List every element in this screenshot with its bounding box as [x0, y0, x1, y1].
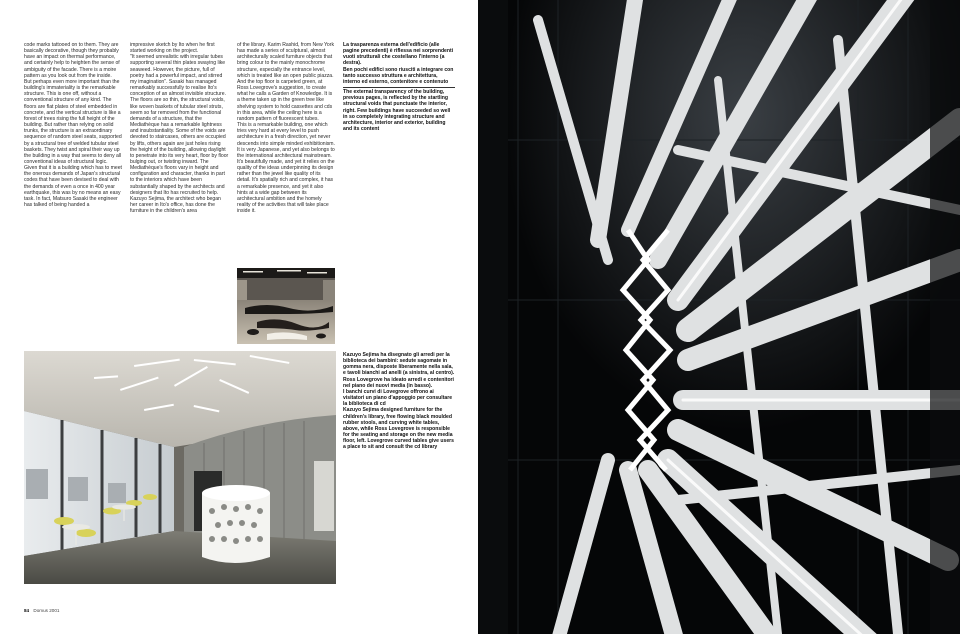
page-number: 84 [24, 608, 30, 613]
caption-english: Kazuyo Sejima designed furniture for the children's library, free flowing black moulded rubber stools, and curving white tables, above, while Ross Lovegrove is responsible for the seating and storage on the new media floor, left. Lovegrove curved tables give users a place to sit and consult the cd library [343, 407, 454, 451]
caption-divider [343, 87, 455, 88]
paragraph: of the library. Karim Rashid, from New York has made a series of sculptural, almost architecturally scaled furniture objects that bring colour to the mainly monochrome structure, especially the entrance level, which is treated like an open public piazza. And the top floor is carpeted green, at Ross Lovegrove's suggestion, to create what he calls a Garden of Knowledge. It is a theme taken up in the green tree like shelving system to hold cassettes and cds in this area, while the ceiling here is a random pattern of fluorescent tubes. [237, 42, 335, 122]
caption-bottom [343, 352, 455, 451]
left-page [0, 0, 478, 634]
paragraph: impressive sketch by Ito when he first started working on the project. [130, 42, 215, 55]
paragraph: This is a remarkable building, one which tries very hard at every level to push architecture in a fresh direction, yet never descends into simple minded exhibitionism. It is very Japanese, and yet also belongs to the international architectural mainstream. It's beautifully made, and yet it relies on the quality of the ideas underpinning its design rather than the jewel like quality of its detail. It's spatially rich and complex, it has a remarkable presence, and yet it also hints at a wide gap between its architectural ambition and the homely reality of the activities that will take place inside it. [237, 122, 335, 215]
photo-library-tables [237, 268, 335, 344]
caption-italian: La trasparenza esterna dell'edificio (alle pagine precedenti) è riflessa nei sorprendenti vuoti strutturali che costellano l'interno (a destra). [343, 42, 454, 67]
paragraph: But perhaps even more important than the building's immateriality is the remarkable structure. This is one off, without a conventional structure of any kind. The floors are flat plates of steel embedded in concrete, and the vertical structure is like a forest of trees rising the full height of the building. But rather than relying on solid trunks, the structure is an extraordinary sequence of random steel seats, supported by a structural tree of welded tubular steel baskets. They twist and spiral their way up the building in a way that seems to deny all conventional ideas of structural logic. Given that it is a building which has to meet the onerous demands of Japan's structural codes that have been devised to deal with the demands of even a once in 400 year earthquake, this was by no means an easy task. In fact, Matsuro Sasaki the engineer has talked of being handed a [24, 78, 122, 209]
caption-english: The external transparency of the building, previous pages, is reflected by the startling structural voids that punctuate the interior, right. Few buildings have succeeded so well in so completely integrating structure and architecture, interior and exterior, building and its content [343, 89, 451, 133]
caption-italian: Kazuyo Sejima ha disegnato gli arredi per la biblioteca dei bambini: sedute sagomate in gomma nera, disposte liberamente nella sala, e tavoli bianchi ad anelli (a sinistra, al centro). Ross Lovegrove ha ideato arredi e contenitori nel piano dei nuovi media (in basso). [343, 352, 455, 389]
publication-name: Domus 2001 [33, 608, 60, 613]
page-footer [24, 608, 59, 613]
photo-childrens-library [24, 351, 336, 584]
caption-italian: Ben pochi edifici sono riusciti a integrare con tanto successo struttura e architettura, interno ed esterno, contenitore e contenuto [343, 66, 454, 85]
paragraph: "It seemed unrealistic with irregular tubes supporting several thin plates swaying like seaweed. However, the picture, full of poetry had a powerful impact, and stirred my imagination". Sasaki has managed remarkably successfully to realise Ito's conception of an almost invisible structure. [130, 54, 226, 98]
paragraph: The floors are so thin, the structural voids, like woven baskets of tubular steel struts, seem so far removed from the functional demands of a structure, that the Mediathèque has a remarkable lightness and insubstantiality. Some of the voids are devoted to staircases, others are occupied by lifts, others again are just holes rising the height of the building, allowing daylight to penetrate into its very heart, floor by floor bulging out, or twisting inward. The Mediathèque's floors vary in height and configuration and character, thanks in part to the interiors which have been substantially shaped by the architects and designers that Ito has recruited to help. Kazuyo Sejima, the architect who began her career in Ito's office, has done the furniture in the children's area [130, 97, 229, 215]
article-column-3 [237, 42, 335, 214]
article-column-1 [24, 42, 122, 208]
caption-top [343, 42, 455, 132]
paragraph: code marks tattooed on to them. They are basically decorative, though they probably have an impact on thermal performance, and certainly help to heighten the sense of ambiguity of the facade. There is a moire pattern as you look out from the inside. [24, 42, 120, 79]
caption-italian: I banchi curvi di Lovegrove offrono ai visitatori un piano d'appoggio per consultare la biblioteca di cd [343, 388, 453, 408]
article-column-2 [130, 42, 229, 214]
photo-structural-tubes [478, 0, 960, 634]
